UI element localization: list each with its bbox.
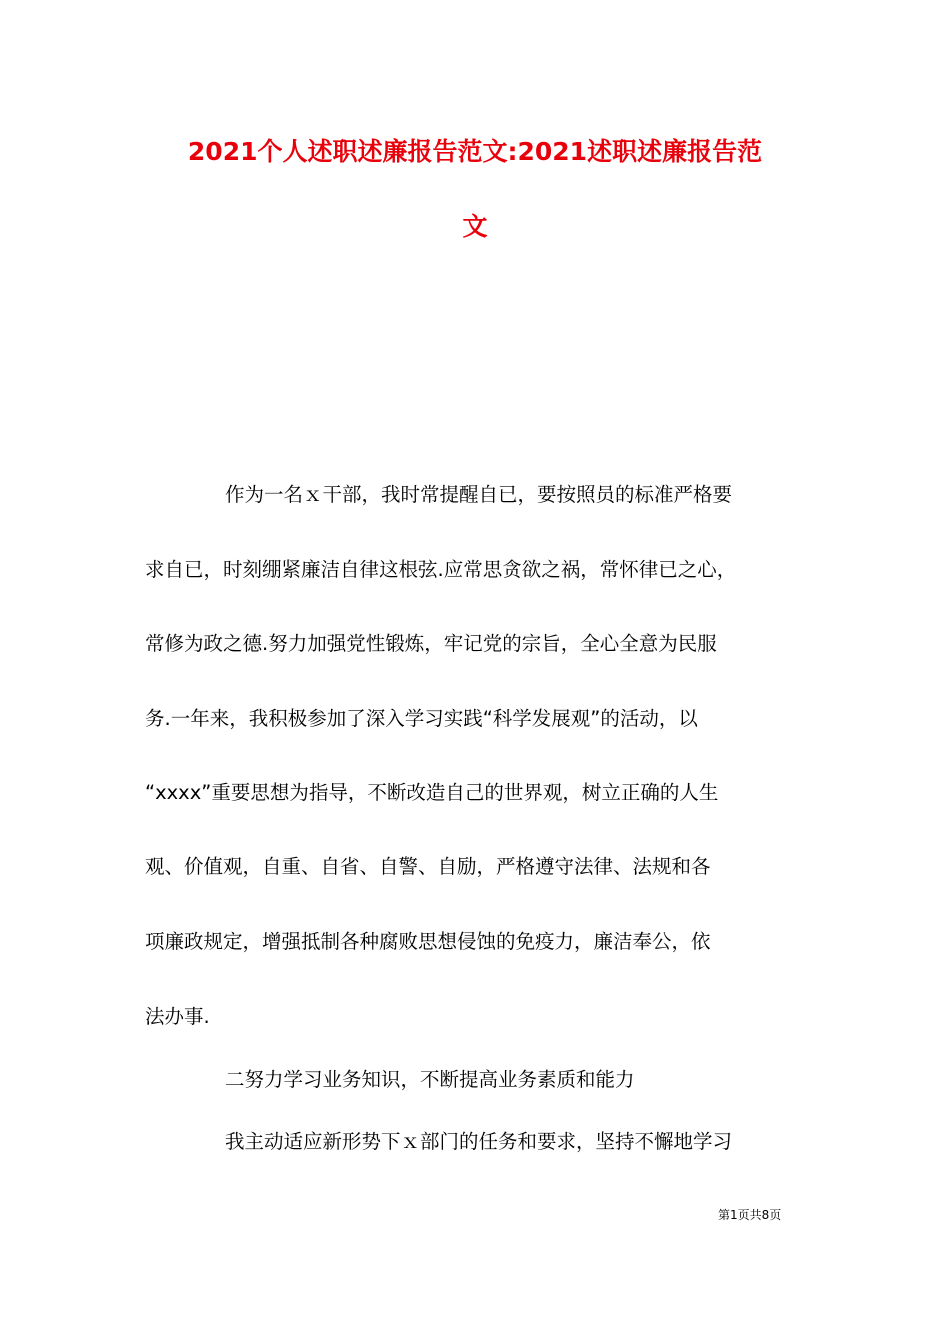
paragraph-line: 求自已，时刻绷紧廉洁自律这根弦.应常思贪欲之祸，常怀律已之心， (145, 558, 737, 581)
paragraph-line: 项廉政规定，增强抵制各种腐败思想侵蚀的免疫力，廉洁奉公，依 (145, 930, 711, 953)
page-number: 第1页共8页 (718, 1208, 782, 1222)
paragraph-line: 作为一名ｘ干部，我时常提醒自已，要按照员的标准严格要 (225, 483, 733, 506)
paragraph-line: 常修为政之德.努力加强党性锻炼，牢记党的宗旨，全心全意为民服 (145, 632, 717, 655)
paragraph-line: 务.一年来，我积极参加了深入学习实践“科学发展观”的活动，以 (145, 707, 698, 730)
paragraph-line: 我主动适应新形势下ｘ部门的任务和要求，坚持不懈地学习 (225, 1130, 733, 1153)
document-title-line-1: 2021个人述职述廉报告范文:2021述职述廉报告范 (187, 137, 763, 166)
paragraph-line: “xxxx”重要思想为指导，不断改造自己的世界观，树立正确的人生 (145, 781, 719, 804)
document-title-line-2: 文 (462, 212, 488, 241)
section-heading: 二努力学习业务知识，不断提高业务素质和能力 (225, 1068, 635, 1091)
paragraph-line: 观、价值观，自重、自省、自警、自励，严格遵守法律、法规和各 (145, 855, 711, 878)
paragraph-line: 法办事. (145, 1005, 210, 1028)
